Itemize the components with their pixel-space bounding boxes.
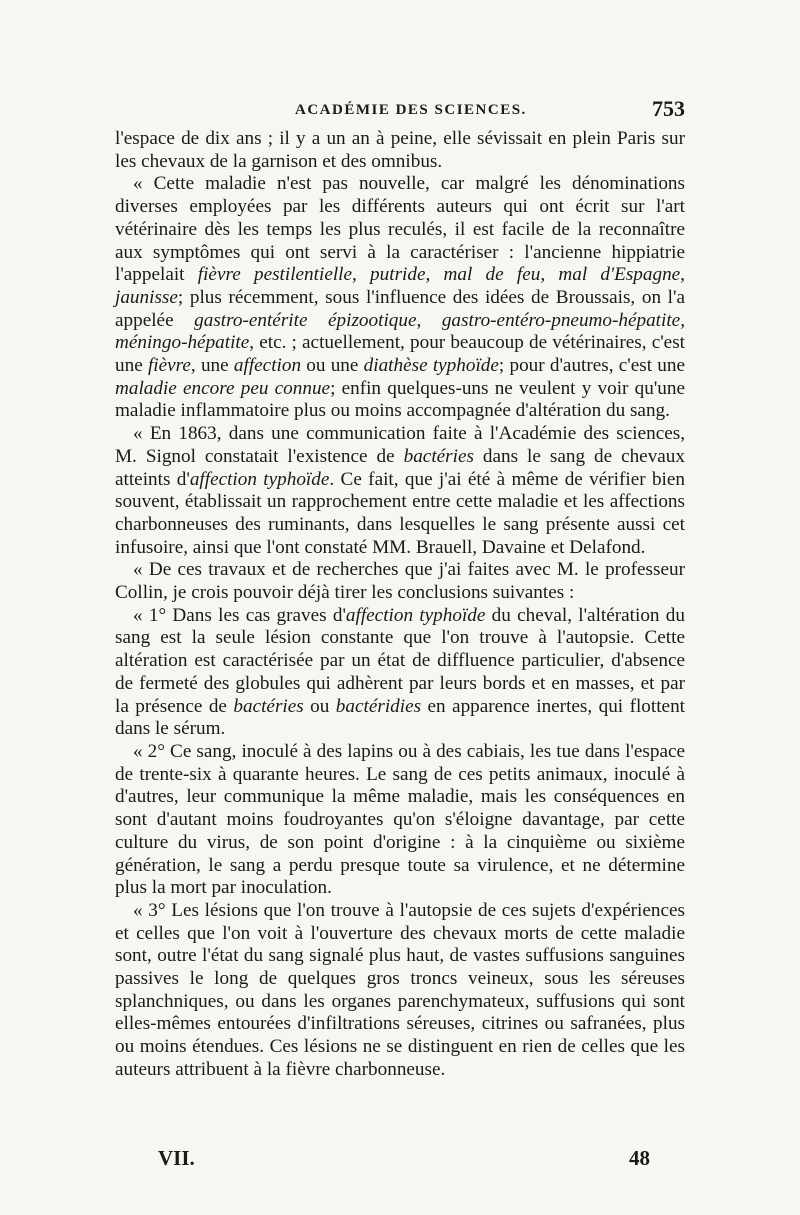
paragraph [115, 423, 685, 559]
text-run: « 1° Dans les cas graves d' [133, 604, 346, 626]
italic-text: diathèse typhoïde [363, 355, 499, 377]
text-run: « Cette maladie n'est pas nouvelle, car malgré les dénominations diverses employées par les différents auteurs qui ont écrit sur l'art vétérinaire dès les temps les plus reculés, il est facile de la reconnaître aux symptômes qui ont servi à la caractériser : l'ancienne hippiatrie l'appelait [115, 173, 685, 286]
text-run: . Ce fait, que j'ai été à même de vérifier bien souvent, établissait un rapprochement entre cette maladie et les affections charbonneuses des ruminants, dans lesquelles le sang présente aussi cet infusoire, ainsi que l'ont constaté MM. Brauell, Davaine et Delafond. [115, 468, 685, 558]
text-run: en apparence inertes, qui flottent dans le sérum. [115, 695, 685, 740]
italic-text: fièvre [147, 355, 191, 377]
italic-text: fièvre pestilentielle, putride, mal de feu, mal d'Espagne, jaunisse [115, 264, 685, 308]
paragraph [115, 900, 685, 1082]
text-run: ; pour d'autres, c'est une [498, 355, 685, 377]
italic-text: affection typhoïde [345, 604, 486, 626]
sheet-number: 48 [629, 1146, 650, 1170]
text-run: « 3° Les lésions que l'on trouve à l'autopsie de ces sujets d'expériences et celles que l'on voit à l'ouverture des chevaux morts de cette maladie sont, outre l'état du sang signalé plus haut, de vastes suffusions sanguines passives le long de quelques gros troncs veineux, sous les séreuses splanchniques, ou dans les organes parenchymateux, suffusions qui sont elles-mêmes entourées d'infiltrations séreuses, citrines ou safranées, plus ou moins étendues. Ces lésions ne se distinguent en rien de celles que les auteurs attribuent à la fièvre charbonneuse. [115, 899, 685, 1080]
paragraph [115, 128, 685, 173]
paragraph [115, 559, 685, 604]
text-run: « 2° Ce sang, inoculé à des lapins ou à des cabiais, les tue dans l'espace de trente-six à quarante heures. Le sang de ces petits animaux, inoculé à d'autres, leur communique la même maladie, mais les conséquences en sont d'autant moins foudroyantes qu'on s'éloigne davantage, par cette culture du virus, de son point d'origine : à la cinquième ou sixième génération, le sang a perdu presque toute sa virulence, et ne détermine plus la mort par inoculation. [115, 740, 685, 899]
text-run: , etc. ; actuellement, pour beaucoup de vétérinaires, c'est une [115, 332, 685, 377]
paragraph [115, 605, 685, 741]
italic-text: bactéries [403, 445, 474, 467]
text-run: l'espace de dix ans ; il y a un an à peine, elle sévissait en plein Paris sur les chevaux de la garnison et des omnibus. [115, 128, 685, 172]
signature-mark: VII. [158, 1146, 195, 1170]
text-run: ; plus récemment, sous l'influence des idées de Broussais, on l'a appelée [115, 286, 685, 331]
running-head: ACADÉMIE DES SCIENCES. [295, 102, 527, 118]
body-text [115, 128, 685, 1082]
italic-text: affection typhoïde [189, 468, 330, 490]
italic-text: gastro-entérite épizootique, gastro-entéro-pneumo-hépatite, méningo-hépatite [115, 309, 685, 354]
text-run: « De ces travaux et de recherches que j'ai faites avec M. le professeur Collin, je crois pouvoir déjà tirer les conclusions suivantes : [115, 559, 685, 604]
text-run: ou [303, 695, 336, 717]
page-number: 753 [652, 96, 685, 121]
page-footer [158, 1146, 650, 1174]
text-run: du cheval, l'altération du sang est la seule lésion constante que l'on trouve à l'autopsie. Cette altération est caractérisée par un état de diffluence particulier, d'absence de fermeté des globules qui adhèrent par leurs bords et en masses, et par la présence de [115, 604, 685, 717]
text-run: , une [190, 355, 234, 377]
paragraph [115, 741, 685, 900]
text-run: ; enfin quelques-uns ne veulent y voir qu'une maladie inflammatoire plus ou moins accompagnée d'altération du sang. [115, 377, 685, 422]
italic-text: bactéridies [335, 695, 422, 717]
italic-text: affection [233, 355, 302, 377]
text-run: dans le sang de chevaux atteints d' [115, 445, 685, 490]
paragraph [115, 173, 685, 423]
page-header [115, 96, 685, 126]
text-run: ou une [301, 355, 364, 377]
text-run: « En 1863, dans une communication faite à l'Académie des sciences, M. Signol constatait l'existence de [115, 423, 685, 467]
italic-text: bactéries [233, 695, 304, 717]
italic-text: maladie encore peu connue [115, 377, 331, 399]
